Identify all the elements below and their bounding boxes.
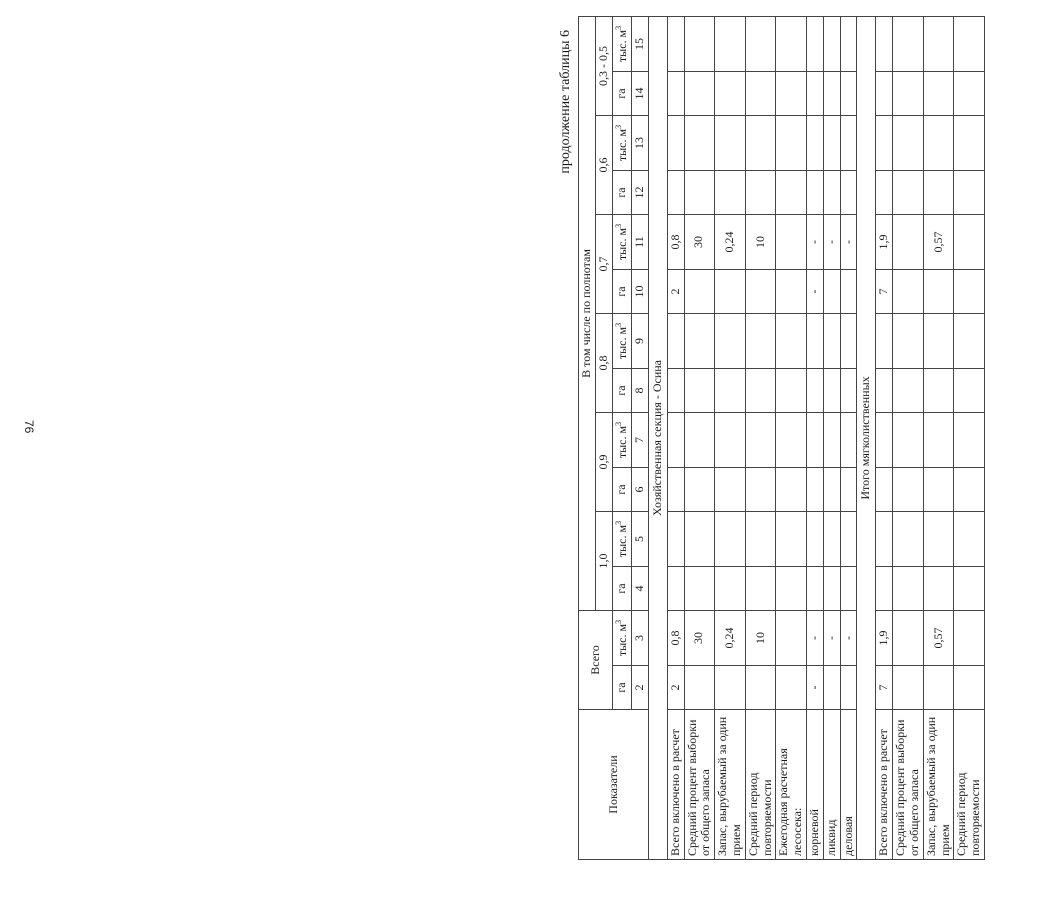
table-row: [823, 16, 840, 859]
table-cell: [893, 611, 924, 666]
table-cell: [923, 468, 954, 512]
table-cell: [684, 567, 715, 611]
unit-ha: га: [613, 171, 632, 215]
table-cell: [823, 171, 840, 215]
table-cell: [776, 666, 807, 710]
row-label: Запас, вырубаемый за один прием: [715, 710, 746, 860]
table-cell: [745, 413, 776, 468]
table-cell: [806, 413, 823, 468]
table-cell: [840, 171, 857, 215]
table-cell: [893, 369, 924, 413]
table-cell: [954, 215, 985, 270]
table-cell: [806, 314, 823, 369]
table-cell: [840, 72, 857, 116]
table-cell: [876, 72, 893, 116]
column-number: 9: [631, 314, 648, 369]
table-cell: [823, 468, 840, 512]
row-label: Ежегодная расчетная лесосека:: [776, 710, 807, 860]
table-cell: [776, 16, 807, 71]
table-cell: [923, 72, 954, 116]
density-table: [578, 16, 985, 860]
table-cell: [840, 116, 857, 171]
table-cell: [776, 116, 807, 171]
table-cell: [954, 270, 985, 314]
table-cell: -: [806, 611, 823, 666]
table-cell: [776, 72, 807, 116]
table-cell: [667, 369, 684, 413]
table-cell: [684, 116, 715, 171]
table-row: [715, 16, 746, 859]
table-cell: [893, 666, 924, 710]
table-cell: [715, 171, 746, 215]
table-cell: [667, 468, 684, 512]
table-cell: [923, 270, 954, 314]
table-cell: [893, 72, 924, 116]
table-cell: [684, 468, 715, 512]
table-cell: [954, 314, 985, 369]
table-body: [648, 16, 984, 859]
header-density: 0,9: [596, 413, 613, 512]
column-number: 8: [631, 369, 648, 413]
table-cell: [823, 270, 840, 314]
header-total: Всего: [579, 611, 613, 710]
table-cell: [745, 369, 776, 413]
table-cell: [923, 116, 954, 171]
table-cell: [840, 314, 857, 369]
table-cell: [776, 468, 807, 512]
table-row: [954, 16, 985, 859]
row-label: Всего включено в расчет: [876, 710, 893, 860]
table-cell: [893, 171, 924, 215]
column-number: 6: [631, 468, 648, 512]
table-cell: 0,57: [923, 611, 954, 666]
table-cell: [684, 72, 715, 116]
table-cell: [954, 666, 985, 710]
table-cell: 10: [745, 611, 776, 666]
table-cell: [715, 666, 746, 710]
table-cell: [876, 567, 893, 611]
column-number: 5: [631, 512, 648, 567]
row-label: Средний процент выборки от общего запаса: [893, 710, 924, 860]
table-cell: [715, 72, 746, 116]
table-cell: [776, 270, 807, 314]
table-header: [579, 16, 649, 859]
table-cell: [954, 567, 985, 611]
table-cell: [715, 567, 746, 611]
table-cell: [684, 314, 715, 369]
table-cell: [893, 16, 924, 71]
table-row: [923, 16, 954, 859]
table-cell: [806, 512, 823, 567]
table-cell: [840, 16, 857, 71]
row-label: Запас, вырубаемый за один прием: [923, 710, 954, 860]
table-cell: [876, 413, 893, 468]
table-cell: [745, 16, 776, 71]
table-cell: [715, 16, 746, 71]
row-label: Средний период повторяемости: [745, 710, 776, 860]
table-cell: [776, 314, 807, 369]
table-cell: [923, 512, 954, 567]
table-cell: 2: [667, 666, 684, 710]
row-label: ликвид: [823, 710, 840, 860]
column-number: 12: [631, 171, 648, 215]
table-cell: [954, 413, 985, 468]
column-number: 11: [631, 215, 648, 270]
table-row: [776, 16, 807, 859]
table-cell: -: [806, 270, 823, 314]
table-cell: [667, 314, 684, 369]
table-cell: [954, 468, 985, 512]
table-row: [876, 16, 893, 859]
unit-th-m3: тыс. $м^3$: [613, 512, 632, 567]
table-cell: [806, 567, 823, 611]
unit-th-m3: тыс. $м^3$: [613, 16, 632, 71]
table-cell: 2: [667, 270, 684, 314]
table-cell: [667, 116, 684, 171]
table-cell: [776, 215, 807, 270]
table-cell: -: [823, 215, 840, 270]
table-cell: [715, 468, 746, 512]
table-cell: [745, 666, 776, 710]
table-cell: [745, 567, 776, 611]
table-cell: [893, 270, 924, 314]
table-cell: [876, 512, 893, 567]
table-cell: [876, 314, 893, 369]
unit-ha: га: [613, 369, 632, 413]
table-cell: [923, 314, 954, 369]
row-label: деловая: [840, 710, 857, 860]
column-number: 15: [631, 16, 648, 71]
table-cell: [954, 369, 985, 413]
table-row: [806, 16, 823, 859]
column-number: 13: [631, 116, 648, 171]
table-cell: [840, 413, 857, 468]
header-density: 1,0: [596, 512, 613, 611]
header-indicators: Показатели: [579, 710, 649, 860]
column-number: 14: [631, 72, 648, 116]
table-cell: [667, 512, 684, 567]
column-number: 3: [631, 611, 648, 666]
table-cell: [954, 16, 985, 71]
table-cell: [806, 369, 823, 413]
table-cell: [667, 567, 684, 611]
table-cell: [823, 666, 840, 710]
table-cell: [667, 413, 684, 468]
table-cell: [715, 314, 746, 369]
table-cell: -: [806, 215, 823, 270]
table-row: [745, 16, 776, 859]
table-cell: [806, 468, 823, 512]
table-cell: [745, 314, 776, 369]
table-cell: 30: [684, 611, 715, 666]
table-cell: [806, 72, 823, 116]
table-cell: -: [840, 215, 857, 270]
table-cell: 0,24: [715, 611, 746, 666]
table-cell: [715, 413, 746, 468]
table-cell: -: [840, 611, 857, 666]
table-cell: [715, 512, 746, 567]
table-cell: [684, 666, 715, 710]
continuation-title: продолжение таблицы 6: [558, 30, 573, 174]
table-cell: [745, 270, 776, 314]
table-cell: 0,57: [923, 215, 954, 270]
table-cell: [745, 72, 776, 116]
table-cell: [893, 314, 924, 369]
table-cell: [923, 369, 954, 413]
table-cell: [684, 512, 715, 567]
table-row: [684, 16, 715, 859]
table-cell: [715, 270, 746, 314]
table-cell: [806, 116, 823, 171]
table-cell: [840, 468, 857, 512]
table-cell: [840, 369, 857, 413]
table-row: [840, 16, 857, 859]
table-cell: [823, 314, 840, 369]
unit-th-m3: тыс. $м^3$: [613, 413, 632, 468]
table-cell: [876, 171, 893, 215]
table-cell: [876, 369, 893, 413]
unit-ha: га: [613, 468, 632, 512]
header-density: 0,3 - 0,5: [596, 16, 613, 115]
table-cell: [745, 512, 776, 567]
table-cell: [806, 171, 823, 215]
table-cell: [776, 369, 807, 413]
table-cell: [823, 567, 840, 611]
column-number: 4: [631, 567, 648, 611]
unit-ha: га: [613, 72, 632, 116]
table-cell: [823, 369, 840, 413]
unit-ha: га: [613, 666, 632, 710]
rotated-page: [560, 20, 1040, 870]
table-row: [893, 16, 924, 859]
table-cell: [684, 16, 715, 71]
table-cell: [923, 16, 954, 71]
table-cell: [923, 567, 954, 611]
header-density: 0,6: [596, 116, 613, 215]
table-cell: [840, 270, 857, 314]
table-cell: [923, 666, 954, 710]
table-cell: [823, 72, 840, 116]
row-label: Средний период повторяемости: [954, 710, 985, 860]
row-label: Всего включено в расчет: [667, 710, 684, 860]
table-cell: [823, 116, 840, 171]
table-cell: [923, 413, 954, 468]
table-cell: [745, 171, 776, 215]
table-cell: [745, 468, 776, 512]
table-cell: -: [823, 611, 840, 666]
column-number: 7: [631, 413, 648, 468]
table-cell: [876, 116, 893, 171]
table-cell: [684, 413, 715, 468]
table-cell: [684, 171, 715, 215]
table-cell: [923, 171, 954, 215]
table-cell: [684, 270, 715, 314]
table-cell: [954, 116, 985, 171]
table-cell: [776, 413, 807, 468]
table-cell: [954, 611, 985, 666]
table-cell: [840, 666, 857, 710]
table-cell: 1,9: [876, 611, 893, 666]
table-cell: [667, 16, 684, 71]
table-cell: [776, 512, 807, 567]
table-cell: [954, 72, 985, 116]
table-cell: [667, 171, 684, 215]
table-cell: [876, 468, 893, 512]
section-title: Хозяйственная секция - Осина: [648, 16, 667, 859]
table-cell: 7: [876, 666, 893, 710]
table-cell: [776, 567, 807, 611]
table-cell: [840, 512, 857, 567]
table-cell: [840, 567, 857, 611]
unit-ha: га: [613, 567, 632, 611]
header-by-density: В том числе по полнотам: [579, 16, 596, 610]
unit-th-m3: тыс. $м^3$: [613, 215, 632, 270]
column-number: 10: [631, 270, 648, 314]
table-cell: 0,24: [715, 215, 746, 270]
table-cell: [893, 567, 924, 611]
table-cell: 30: [684, 215, 715, 270]
table-cell: [893, 512, 924, 567]
table-cell: [667, 72, 684, 116]
unit-th-m3: тыс. $м^3$: [613, 116, 632, 171]
header-density: 0,8: [596, 314, 613, 413]
unit-th-m3: тыс. $м^3$: [613, 314, 632, 369]
table-cell: 7: [876, 270, 893, 314]
table-cell: [954, 512, 985, 567]
unit-th-m3: тыс. $м^3$: [613, 611, 632, 666]
table-cell: [823, 512, 840, 567]
table-cell: [684, 369, 715, 413]
table-cell: 1,9: [876, 215, 893, 270]
table-cell: [893, 215, 924, 270]
table-cell: 0,8: [667, 611, 684, 666]
table-cell: [776, 611, 807, 666]
row-label: корневой: [806, 710, 823, 860]
table-cell: [715, 369, 746, 413]
table-cell: [893, 468, 924, 512]
table-cell: 10: [745, 215, 776, 270]
table-cell: -: [806, 666, 823, 710]
table-cell: [776, 171, 807, 215]
table-row: [667, 16, 684, 859]
table-cell: [745, 116, 776, 171]
unit-ha: га: [613, 270, 632, 314]
page-number: 76: [22, 420, 36, 434]
table-cell: [876, 16, 893, 71]
table-cell: [715, 116, 746, 171]
table-cell: [823, 16, 840, 71]
table-cell: [893, 116, 924, 171]
section-title: Итого мягколиственных: [857, 16, 876, 859]
table-cell: 0,8: [667, 215, 684, 270]
column-number: 2: [631, 666, 648, 710]
row-label: Средний процент выборки от общего запаса: [684, 710, 715, 860]
table-cell: [823, 413, 840, 468]
header-density: 0,7: [596, 215, 613, 314]
table-cell: [893, 413, 924, 468]
table-cell: [954, 171, 985, 215]
table-cell: [806, 16, 823, 71]
